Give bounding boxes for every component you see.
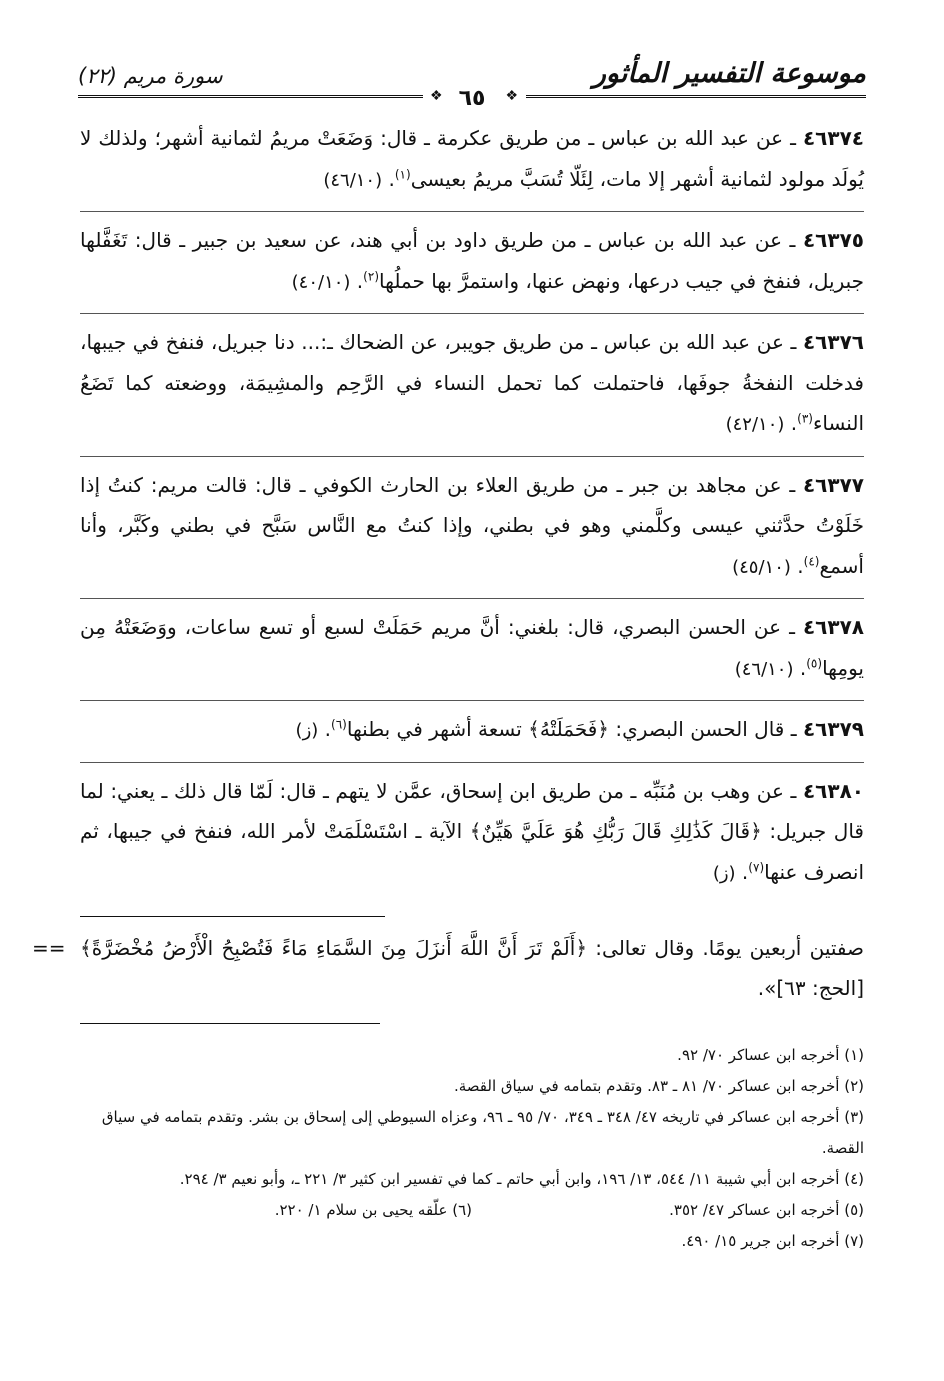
footnote-rule bbox=[80, 1023, 380, 1024]
footnote-marker: (٢) bbox=[363, 268, 379, 283]
footnote-marker: (٧) bbox=[748, 859, 765, 874]
volume-reference: (ز) bbox=[712, 862, 736, 884]
volume-reference: (٤٢/١٠) bbox=[725, 414, 785, 435]
narration-text: ـ عن الحسن البصري، قال: بلغني: أنَّ مريم حَمَلَتْ لسبع أو تسع ساعات، ووَضَعَتْهُ مِن يومِها bbox=[80, 615, 864, 680]
footnote: (٧) أخرجه ابن جرير ١٥/ ٤٩٠. bbox=[681, 1232, 864, 1250]
volume-reference: (٤٦/١٠) bbox=[323, 169, 383, 191]
book-title: موسوعة التفسير المأثور bbox=[592, 58, 866, 89]
narration-entry: ٤٦٣٧٦ ـ عن عبد الله بن عباس ـ من طريق جويبر، عن الضحاك ـ:... دنا جبريل، فنفخ في جيبها، فدخلت النفخةُ جوفَها، فاحتملت كما تحمل النساء في الرَّحِم والمشِيمَة، ووضعته كما تَضَعُ النساء$^{(٣)}$. (٤٢/١٠) bbox=[80, 330, 865, 435]
footnote-marker: (٣) bbox=[797, 411, 813, 426]
footnote: (٣) أخرجه ابن عساكر في تاريخه ٤٧/ ٣٤٨ ـ ٣٤٩، ٧٠/ ٩٥ ـ ٩٦، وعزاه السيوطي إلى إسحاق بن بشر. وتقدم بتمامه في سياق القصة. bbox=[101, 1108, 864, 1157]
footnote-marker: (٥) bbox=[806, 655, 823, 670]
narration-text: ـ عن مجاهد بن جبر ـ من طريق العلاء بن الحارث الكوفي ـ قال: قالت مريم: كنتُ إذا خَلَوْتُ حدَّثني عيسى وكلَّمني وهو في بطني، وإذا كنتُ مع النَّاس سَبَّح في بطني وكَبَّر، وأنا أسمع bbox=[80, 472, 864, 578]
ornament-icon: ❖ bbox=[505, 88, 518, 104]
footnote: (٢) أخرجه ابن عساكر ٧٠/ ٨١ ـ ٨٣. وتقدم بتمامه في سياق القصة. bbox=[453, 1077, 864, 1095]
narration-entry: ٤٦٣٨٠ ـ عن وهب بن مُنَبِّه ـ من طريق ابن إسحاق، عمَّن لا يتهم ـ قال: لَمّا قال ذلك ـ يعني: لما قال جبريل: ﴿قَالَ كَذَٰلِكِ قَالَ رَبُّكِ هُوَ عَلَيَّ هَيِّنٌ﴾ الآية ـ اسْتَسْلَمَتْ لأمر الله، فنفخ في جيبها، ثم انصرف عنها$^{(٧)}$. (ز) bbox=[80, 778, 864, 884]
page-header bbox=[78, 58, 866, 111]
narration-entry: ٤٦٣٧٧ ـ عن مجاهد بن جبر ـ من طريق العلاء بن الحارث الكوفي ـ قال: قالت مريم: كنتُ إذا خَلَوْتُ حدَّثني عيسى وكلَّمني وهو في بطني، وإذا كنتُ مع النَّاس سَبَّح في بطني وكَبَّر، وأنا أسمع$^{(٤)}$. (٤٥/١٠) bbox=[80, 472, 864, 578]
narration-entry: ٤٦٣٧٤ ـ عن عبد الله بن عباس ـ من طريق عكرمة ـ قال: وَضَعَتْ مريمُ لثمانية أشهر؛ ولذلك لا يُولَد مولود لثمانية أشهر إلا مات، لِئَلّا تُسَبَّ مريمُ بعيسى$^{(١)}$. (٤٦/١٠) bbox=[80, 126, 865, 191]
narration-number: ٤٦٣٧٧ bbox=[802, 472, 864, 497]
volume-reference: (٤٠/١٠) bbox=[291, 271, 351, 293]
entry-separator bbox=[80, 598, 864, 599]
entry-separator bbox=[80, 456, 864, 457]
volume-reference: (ز) bbox=[295, 720, 319, 741]
surah-title: سورة مريم (٢٢) bbox=[78, 64, 223, 88]
narration-number: ٤٦٣٧٨ bbox=[802, 615, 864, 639]
footnote: (٤) أخرجه ابن أبي شيبة ١١/ ٥٤٤، ١٣/ ١٩٦، وابن أبي حاتم ـ كما في تفسير ابن كثير ٣/ ٢٢١ ـ، وأبو نعيم ٣/ ٢٩٤. bbox=[179, 1170, 864, 1188]
footnote: (٦) علّقه يحيى بن سلام ١/ ٢٢٠. bbox=[274, 1201, 472, 1219]
continuation-marker: == bbox=[32, 936, 66, 960]
footnote-marker: (٦) bbox=[331, 717, 347, 732]
narration-text: ـ عن عبد الله بن عباس ـ من طريق عكرمة ـ قال: وَضَعَتْ مريمُ لثمانية أشهر؛ ولذلك لا يُولَد مولود لثمانية أشهر إلا مات، لِئَلّا تُسَبَّ مريمُ بعيسى bbox=[80, 126, 864, 191]
entry-separator bbox=[80, 700, 864, 701]
main-text bbox=[80, 118, 864, 904]
footnote: (٥) أخرجه ابن عساكر ٤٧/ ٣٥٢. bbox=[669, 1201, 864, 1219]
entry-separator bbox=[80, 762, 864, 763]
continuation-note bbox=[32, 928, 864, 1008]
continuation-rule bbox=[80, 916, 385, 917]
narration-number: ٤٦٣٧٦ bbox=[802, 330, 865, 354]
narration-number: ٤٦٣٨٠ bbox=[802, 778, 864, 803]
narration-number: ٤٦٣٧٤ bbox=[802, 126, 865, 150]
footnotes bbox=[80, 1040, 864, 1257]
entry-separator bbox=[80, 211, 864, 212]
narration-entry: ٤٦٣٧٥ ـ عن عبد الله بن عباس ـ من طريق داود بن أبي هند، عن سعيد بن جبير ـ قال: تَغَفَّلها جبريل، فنفخ في جيب درعها، ونهض عنها، واستمرَّ بها حملُها$^{(٢)}$. (٤٠/١٠) bbox=[80, 228, 865, 293]
volume-reference: (٤٦/١٠) bbox=[734, 658, 794, 680]
footnote-marker: (٤) bbox=[803, 553, 820, 568]
footnote-marker: (١) bbox=[394, 166, 411, 181]
narration-number: ٤٦٣٧٥ bbox=[802, 228, 865, 252]
continuation-text: صفتين أربعين يومًا. وقال تعالى: ﴿أَلَمْ تَرَ أَنَّ اللَّهَ أَنزَلَ مِنَ السَّمَاءِ مَاءً فَتُصْبِحُ الْأَرْضُ مُخْضَرَّةً﴾ [الحج: ٦٣]». bbox=[80, 936, 864, 1000]
narration-number: ٤٦٣٧٩ bbox=[802, 717, 864, 741]
narration-text: ـ عن عبد الله بن عباس ـ من طريق جويبر، عن الضحاك ـ:... دنا جبريل، فنفخ في جيبها، فدخلت النفخةُ جوفَها، فاحتملت كما تحمل النساء في الرَّحِم والمشِيمَة، ووضعته كما تَضَعُ النساء bbox=[80, 330, 864, 435]
narration-entry: ٤٦٣٧٨ ـ عن الحسن البصري، قال: بلغني: أنَّ مريم حَمَلَتْ لسبع أو تسع ساعات، ووَضَعَتْهُ مِن يومِها$^{(٥)}$. (٤٦/١٠) bbox=[80, 615, 864, 680]
footnote: (١) أخرجه ابن عساكر ٧٠/ ٩٢. bbox=[677, 1046, 864, 1064]
narration-entry: ٤٦٣٧٩ ـ قال الحسن البصري: ﴿فَحَمَلَتْهُ﴾ تسعة أشهر في بطنها$^{(٦)}$. (ز) bbox=[295, 717, 864, 741]
footnote-pair bbox=[80, 1195, 864, 1226]
ornament-icon: ❖ bbox=[430, 88, 443, 104]
entry-separator bbox=[80, 313, 864, 314]
narration-text: ـ عن عبد الله بن عباس ـ من طريق داود بن أبي هند، عن سعيد بن جبير ـ قال: تَغَفَّلها جبريل، فنفخ في جيب درعها، ونهض عنها، واستمرَّ بها حملُها bbox=[80, 228, 864, 293]
page-number: ٦٥ bbox=[458, 86, 486, 111]
narration-text: ـ عن وهب بن مُنَبِّه ـ من طريق ابن إسحاق، عمَّن لا يتهم ـ قال: لَمّا قال ذلك ـ يعني: لما قال جبريل: ﴿قَالَ كَذَٰلِكِ قَالَ رَبُّكِ هُوَ عَلَيَّ هَيِّنٌ﴾ الآية ـ اسْتَسْلَمَتْ لأمر الله، فنفخ في جيبها، ثم انصرف عنها bbox=[80, 778, 864, 884]
volume-reference: (٤٥/١٠) bbox=[732, 556, 791, 578]
narration-text: ـ قال الحسن البصري: ﴿فَحَمَلَتْهُ﴾ تسعة أشهر في بطنها bbox=[346, 717, 797, 741]
